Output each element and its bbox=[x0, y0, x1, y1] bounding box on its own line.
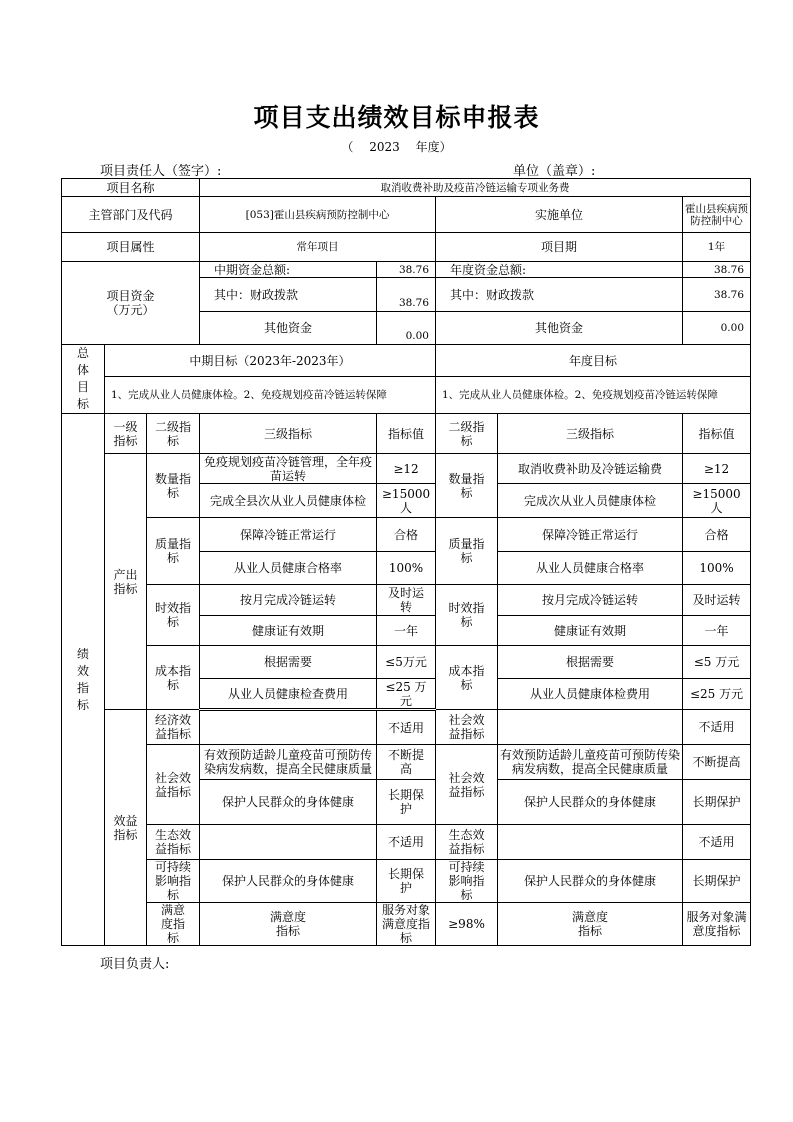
mid-indicator-value: 长期保 护 bbox=[377, 780, 436, 825]
year-indicator-value: 合格 bbox=[683, 518, 751, 552]
mid-level3-indicator: 从业人员健康合格率 bbox=[200, 552, 377, 585]
col-header-level2-year: 二级指 标 bbox=[436, 414, 498, 454]
year-level3-indicator: 保护人民群众的身体健康 bbox=[498, 860, 683, 903]
year-level3-indicator: 完成次从业人员健康体检 bbox=[498, 484, 683, 518]
mid-total-label: 中期资金总额: bbox=[200, 262, 377, 278]
mid-level2-label: 可持续 影响指 标 bbox=[147, 860, 200, 903]
mid-level3-indicator: 健康证有效期 bbox=[200, 616, 377, 646]
mid-indicator-value: 不适用 bbox=[377, 710, 436, 745]
year-indicator-value: ≤25 万元 bbox=[683, 679, 751, 710]
year-fiscal-value: 38.76 bbox=[683, 278, 751, 312]
year-level3-indicator: 根据需要 bbox=[498, 646, 683, 679]
satisfaction-indicator-label: 满意 度指 标 bbox=[147, 903, 200, 946]
project-name-value: 取消收费补助及疫苗冷链运输专项业务费 bbox=[200, 179, 751, 197]
mid-level3-indicator: 根据需要 bbox=[200, 646, 377, 679]
mid-level3-indicator: 保障冷链正常运行 bbox=[200, 518, 377, 552]
project-leader-label: 项目负责人: bbox=[100, 957, 170, 972]
year-level3-indicator: 保障冷链正常运行 bbox=[498, 518, 683, 552]
year-level3-indicator: 服务对象满意度指标 bbox=[683, 903, 751, 946]
mid-total-value: 38.76 bbox=[377, 262, 436, 278]
year-fiscal-label: 其中：财政拨款 bbox=[436, 278, 683, 312]
col-header-value: 指标值 bbox=[377, 414, 436, 454]
year-level2-label: 生态效 益指标 bbox=[436, 825, 498, 860]
year-level2-label: 社会效 益指标 bbox=[436, 710, 498, 745]
year-indicator-value: ≤5 万元 bbox=[683, 646, 751, 679]
year-level2-label: 可持续 影响指 标 bbox=[436, 860, 498, 903]
mid-indicator-value: 100% bbox=[377, 552, 436, 585]
year-level2-label: 满意度 指标 bbox=[498, 903, 683, 946]
year-indicator-value: 一年 bbox=[683, 616, 751, 646]
year-total-value: 38.76 bbox=[683, 262, 751, 278]
mid-level2-label: 满意度 指标 bbox=[200, 903, 377, 946]
year-total-label: 年度资金总额: bbox=[436, 262, 683, 278]
mid-indicator-value: ≥98% bbox=[436, 903, 498, 946]
year-level3-indicator: 按月完成冷链运转 bbox=[498, 585, 683, 616]
year-level3-indicator: 保护人民群众的身体健康 bbox=[498, 780, 683, 825]
project-period-value: 1年 bbox=[683, 233, 751, 262]
benefit-indicator-label: 效益 指标 bbox=[105, 710, 147, 946]
year-indicator-value: 100% bbox=[683, 552, 751, 585]
mid-indicator-value: ≥12 bbox=[377, 454, 436, 484]
mid-level2-label: 经济效 益指标 bbox=[147, 710, 200, 745]
mid-level2-label: 质量指 标 bbox=[147, 518, 200, 585]
mid-level2-label: 时效指 标 bbox=[147, 585, 200, 646]
mid-indicator-value: ≤5万元 bbox=[377, 646, 436, 679]
year-other-label: 其他资金 bbox=[436, 312, 683, 345]
impl-unit-value: 霍山县疾病预防控制中心 bbox=[683, 197, 751, 233]
mid-level3-indicator: 有效预防适龄儿童疫苗可预防传染病发病数，提高全民健康质量 bbox=[200, 745, 377, 780]
mid-level3-indicator bbox=[200, 710, 377, 745]
year-goal-text: 1、完成从业人员健康体检。2、免疫规划疫苗冷链运转保障 bbox=[436, 377, 751, 414]
mid-level3-indicator: 保护人民群众的身体健康 bbox=[200, 860, 377, 903]
col-header-level2: 二级指 标 bbox=[147, 414, 200, 454]
performance-goal-table bbox=[61, 178, 751, 946]
mid-fiscal-value: 38.76 bbox=[377, 278, 436, 312]
year-goal-header: 年度目标 bbox=[436, 345, 751, 377]
mid-level3-indicator: 从业人员健康检查费用 bbox=[200, 679, 377, 710]
form-title: 项目支出绩效目标申报表 bbox=[253, 103, 540, 132]
performance-label: 绩 效 指 标 bbox=[62, 414, 105, 946]
mid-indicator-value: 长期保 护 bbox=[377, 860, 436, 903]
responsible-signature-label: 项目责任人（签字）: bbox=[100, 164, 222, 179]
mid-level3-indicator: 完成全县次从业人员健康体检 bbox=[200, 484, 377, 518]
col-header-level1: 一级 指标 bbox=[105, 414, 147, 454]
year-level2-label: 质量指 标 bbox=[436, 518, 498, 585]
unit-seal-label: 单位（盖章）: bbox=[513, 164, 596, 179]
mid-indicator-value: ≤25 万 元 bbox=[377, 679, 436, 710]
year-value: 2023 bbox=[369, 140, 400, 154]
output-indicator-label: 产出 指标 bbox=[105, 454, 147, 710]
year-line bbox=[0, 138, 793, 155]
mid-other-value: 0.00 bbox=[377, 312, 436, 345]
mid-indicator-value: 合格 bbox=[377, 518, 436, 552]
mid-indicator-value: 及时运 转 bbox=[377, 585, 436, 616]
year-indicator-value: 长期保护 bbox=[683, 780, 751, 825]
mid-indicator-value: 不适用 bbox=[377, 825, 436, 860]
mid-level3-indicator: 保护人民群众的身体健康 bbox=[200, 780, 377, 825]
mid-indicator-value: 一年 bbox=[377, 616, 436, 646]
year-indicator-value: ≥12 bbox=[683, 454, 751, 484]
dept-label: 主管部门及代码 bbox=[62, 197, 200, 233]
year-level3-indicator bbox=[498, 710, 683, 745]
year-other-value: 0.00 bbox=[683, 312, 751, 345]
year-level2-label: 数量指 标 bbox=[436, 454, 498, 518]
mid-indicator-value: ≥15000人 bbox=[377, 484, 436, 518]
year-level3-indicator bbox=[498, 825, 683, 860]
mid-level3-indicator: 按月完成冷链运转 bbox=[200, 585, 377, 616]
mid-level3-indicator bbox=[200, 825, 377, 860]
year-indicator-value: 不适用 bbox=[683, 825, 751, 860]
mid-fiscal-label: 其中：财政拨款 bbox=[200, 278, 377, 312]
year-level2-label: 社会效 益指标 bbox=[436, 745, 498, 825]
mid-indicator-value: 不断提 高 bbox=[377, 745, 436, 780]
year-level2-label: 成本指 标 bbox=[436, 646, 498, 710]
mid-goal-header: 中期目标（2023年-2023年） bbox=[105, 345, 436, 377]
mid-other-label: 其他资金 bbox=[200, 312, 377, 345]
funds-label: 项目资金 （万元） bbox=[62, 262, 200, 345]
project-attr-label: 项目属性 bbox=[62, 233, 200, 262]
col-header-value-year: 指标值 bbox=[683, 414, 751, 454]
project-name-label: 项目名称 bbox=[62, 179, 200, 197]
dept-value: [053]霍山县疾病预防控制中心 bbox=[200, 197, 436, 233]
year-indicator-value: 及时运转 bbox=[683, 585, 751, 616]
year-level3-indicator: 取消收费补助及冷链运输费 bbox=[498, 454, 683, 484]
year-indicator-value: 不适用 bbox=[683, 710, 751, 745]
col-header-level3: 三级指标 bbox=[200, 414, 377, 454]
year-indicator-value: 长期保护 bbox=[683, 860, 751, 903]
mid-level3-indicator: 服务对象满意度指标 bbox=[377, 903, 436, 946]
impl-unit-label: 实施单位 bbox=[436, 197, 683, 233]
project-attr-value: 常年项目 bbox=[200, 233, 436, 262]
year-level2-label: 时效指 标 bbox=[436, 585, 498, 646]
overall-goal-label: 总 体 目 标 bbox=[62, 345, 105, 414]
project-period-label: 项目期 bbox=[436, 233, 683, 262]
mid-level2-label: 数量指 标 bbox=[147, 454, 200, 518]
year-level3-indicator: 有效预防适龄儿童疫苗可预防传染病发病数，提高全民健康质量 bbox=[498, 745, 683, 780]
mid-level2-label: 生态效 益指标 bbox=[147, 825, 200, 860]
year-level3-indicator: 健康证有效期 bbox=[498, 616, 683, 646]
year-indicator-value: 不断提高 bbox=[683, 745, 751, 780]
mid-level3-indicator: 免疫规划疫苗冷链管理，全年疫苗运转 bbox=[200, 454, 377, 484]
year-level3-indicator: 从业人员健康体检费用 bbox=[498, 679, 683, 710]
year-level3-indicator: 从业人员健康合格率 bbox=[498, 552, 683, 585]
year-suffix: 年度） bbox=[415, 140, 452, 154]
year-indicator-value: ≥15000 人 bbox=[683, 484, 751, 518]
mid-level2-label: 社会效 益指标 bbox=[147, 745, 200, 825]
col-header-level3-year: 三级指标 bbox=[498, 414, 683, 454]
mid-level2-label: 成本指 标 bbox=[147, 646, 200, 710]
mid-goal-text: 1、完成从业人员健康体检。2、免疫规划疫苗冷链运转保障 bbox=[105, 377, 436, 414]
year-open: （ bbox=[341, 140, 354, 154]
